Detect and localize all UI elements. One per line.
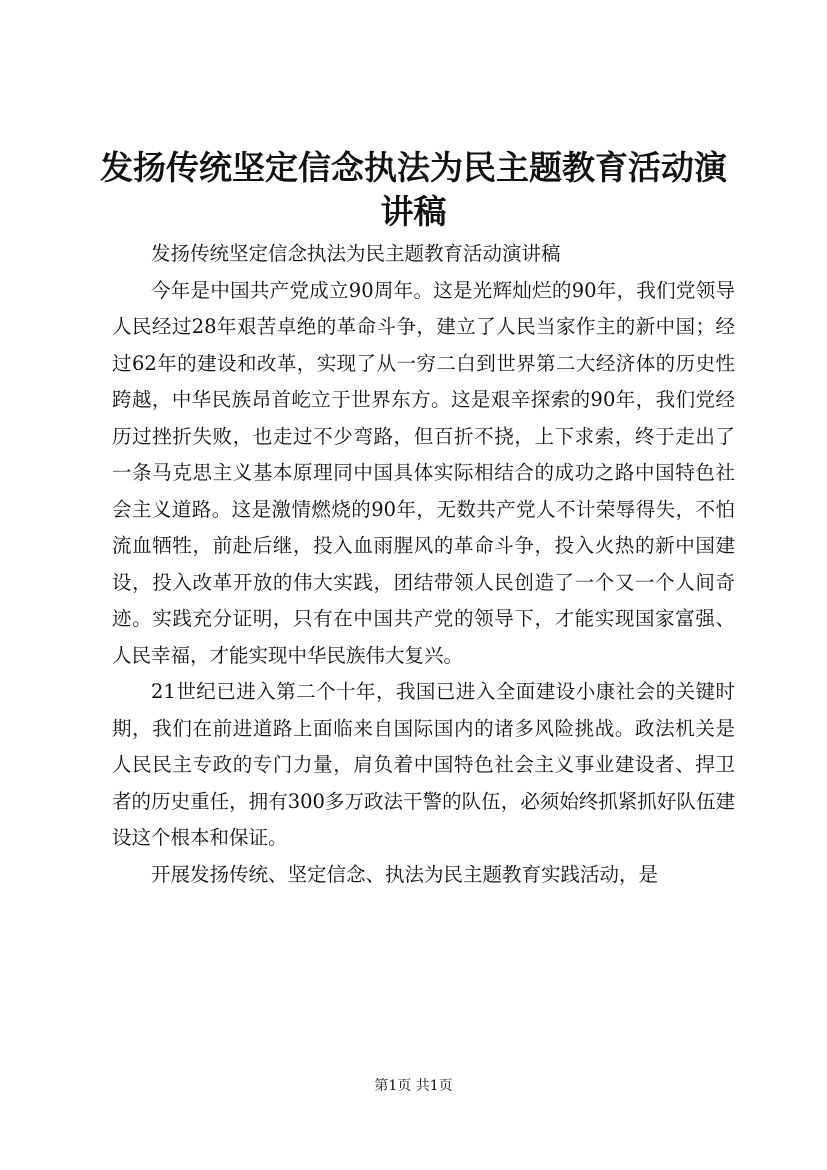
page-footer: 第1页 共1页: [374, 1078, 453, 1094]
body-paragraph: 21世纪已进入第二个十年，我国已进入全面建设小康社会的关键时期，我们在前进道路上面临来自国际国内的诸多风险挑战。政法机关是人民民主专政的专门力量，肩负着中国特色社会主义事业建设者、捍卫者的历史重任，拥有300多万政法干警的队伍，必须始终抓紧抓好队伍建设这个根本和保证。: [112, 680, 735, 849]
body-paragraph: 开展发扬传统、坚定信念、执法为民主题教育实践活动，是: [151, 862, 659, 886]
body-paragraph: 今年是中国共产党成立90周年。这是光辉灿烂的90年，我们党领导人民经过28年艰苦卓绝的革命斗争，建立了人民当家作主的新中国；经过62年的建设和改革，实现了从一穷二白到世界第二大经济体的历史性跨越，中华民族昂首屹立于世界东方。这是艰辛探索的90年，我们党经历过挫折失败，也走过不少弯路，但百折不挠，上下求索，终于走出了一条马克思主义基本原理同中国具体实际相结合的成功之路中国特色社会主义道路。这是激情燃烧的90年，无数共产党人不计荣辱得失，不怕流血牺牲，前赴后继，投入血雨腥风的革命斗争，投入火热的新中国建设，投入改革开放的伟大实践，团结带领人民创造了一个又一个人间奇迹。实践充分证明，只有在中国共产党的领导下，才能实现国家富强、人民幸福，才能实现中华民族伟大复兴。: [112, 278, 735, 667]
subtitle-paragraph: 发扬传统坚定信念执法为民主题教育活动演讲稿: [151, 242, 561, 265]
document-body: [112, 236, 735, 893]
document-title: 发扬传统坚定信念执法为民主题教育活动演讲稿: [100, 148, 727, 231]
